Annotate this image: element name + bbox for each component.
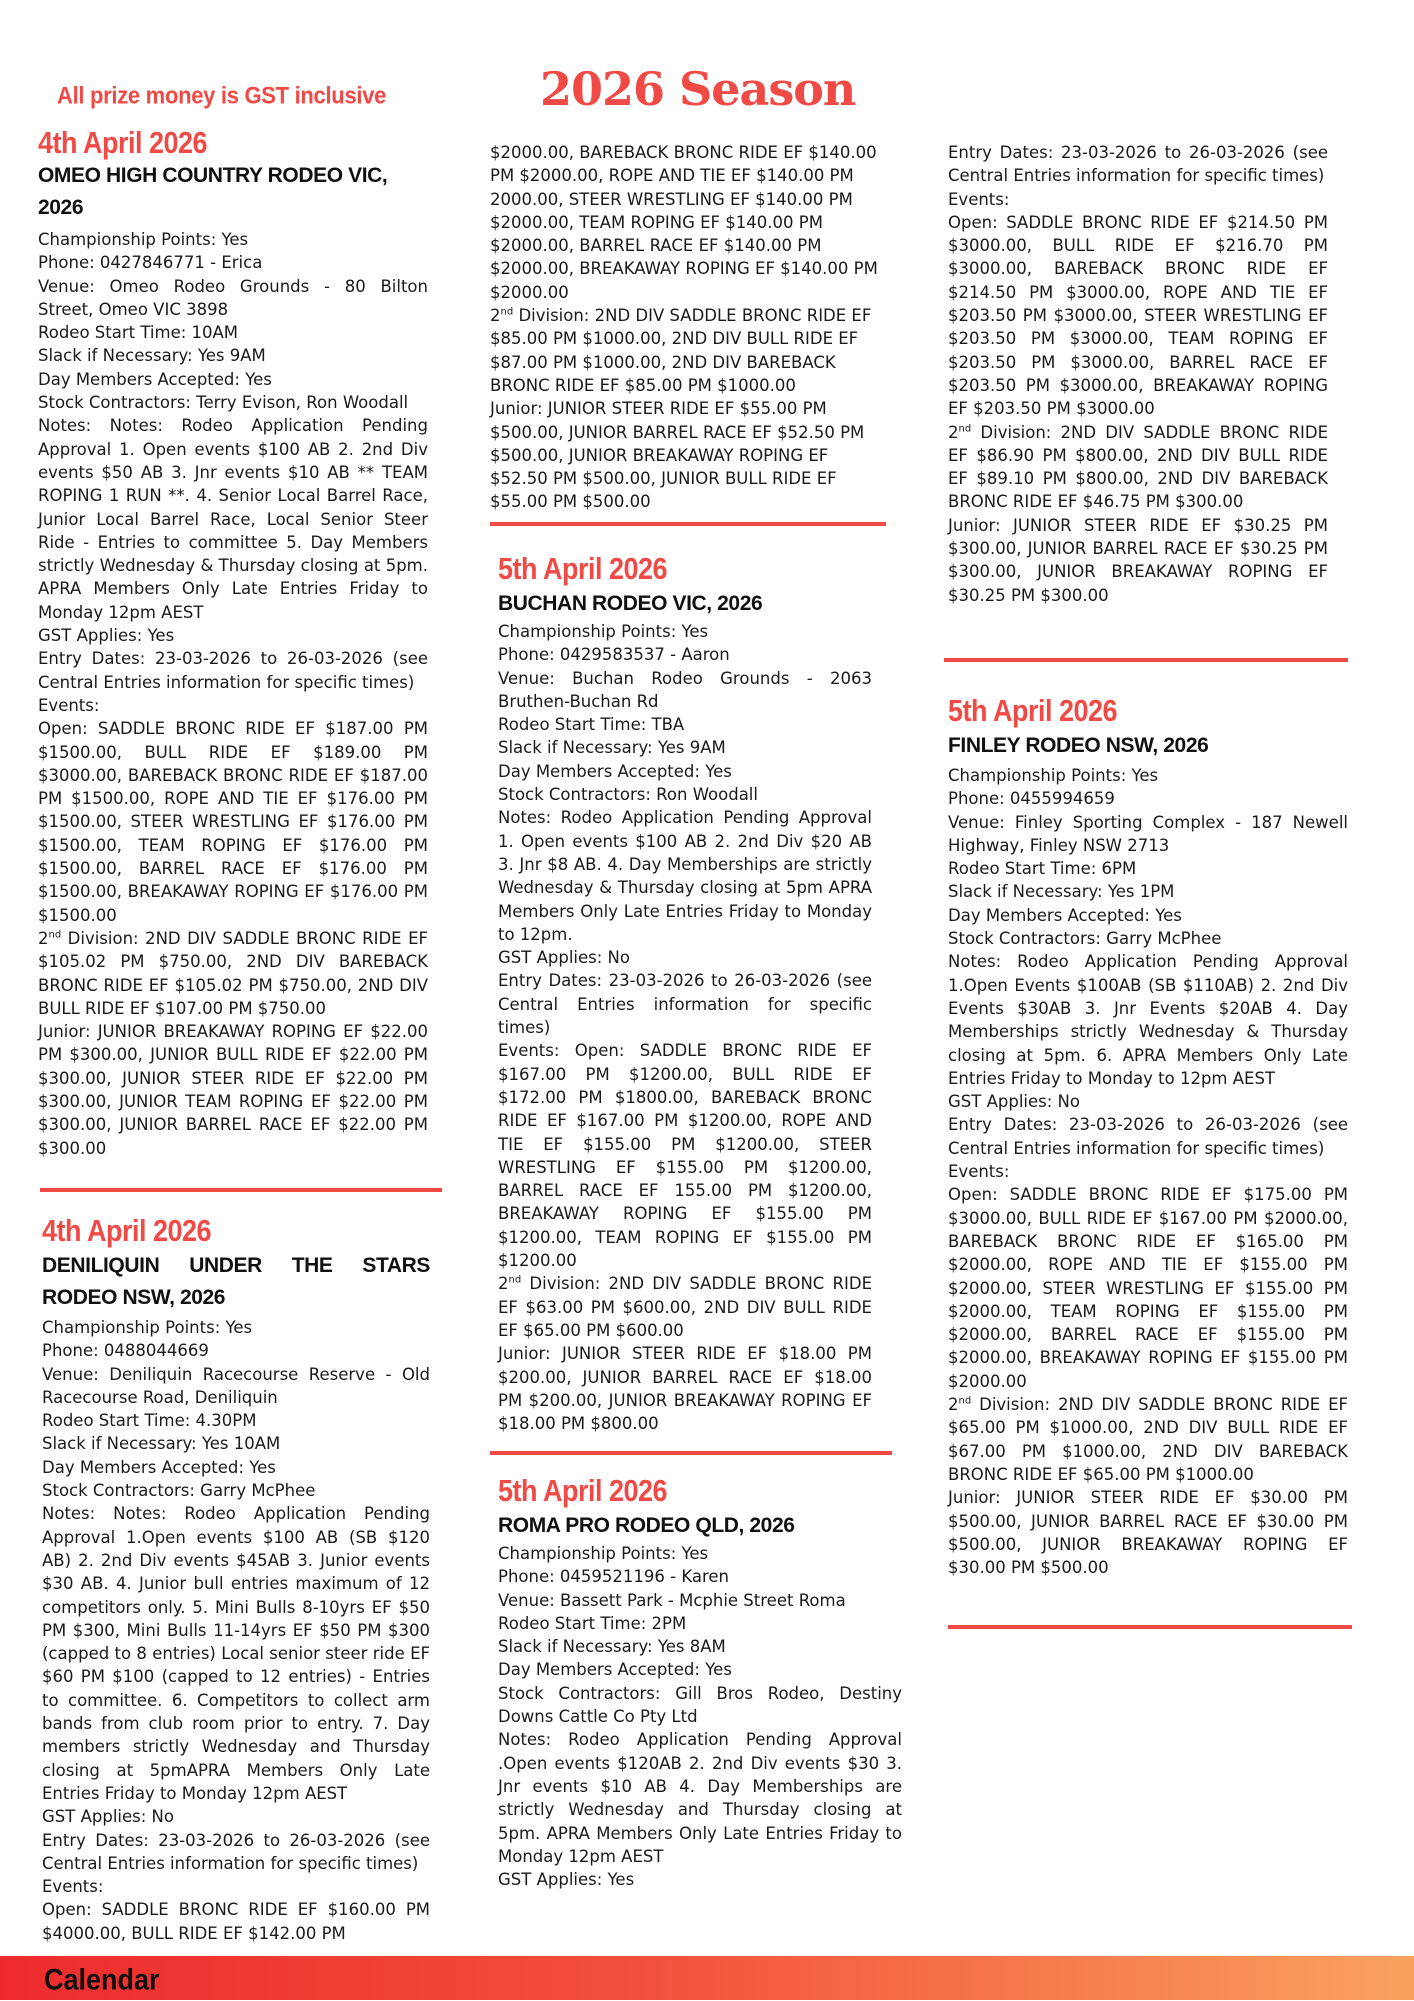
info-line: Stock Contractors: Garry McPhee [42,1481,316,1501]
rodeo-name: OMEO HIGH COUNTRY RODEO VIC, 2026 [38,164,388,219]
info-line: Rodeo Start Time: 6PM [948,859,1137,879]
events-label: Events: [42,1877,104,1897]
info-line: Championship Points: Yes [42,1318,253,1337]
info-line: Phone: 0459521196 - Karen [498,1567,730,1587]
events-label: Events: [948,189,1010,209]
junior-events: Junior: JUNIOR STEER RIDE EF $30.00 PM $500.00, JUNIOR BARREL RACE EF $30.00 PM $500.00, JUNIOR BREAKAWAY ROPING EF $30.00 PM $500.00 [948,1488,1348,1578]
info-line: Rodeo Start Time: TBA [498,715,685,735]
ordinal-suffix: nd [508,1274,522,1286]
omeo-rodeo-entry [38,124,428,1160]
event-date: 4th April 2026 [38,126,208,160]
info-line: Day Members Accepted: Yes [948,905,1182,925]
event-date: 5th April 2026 [498,552,668,586]
info-line: Venue: Finley Sporting Complex - 187 Newell Highway, Finley NSW 2713 [948,812,1348,855]
finley-rodeo-entry [948,692,1348,1579]
open-events: Open: SADDLE BRONC RIDE EF $175.00 PM $3000.00, BULL RIDE EF $167.00 PM $2000.00, BAREBACK BRONC RIDE EF $165.00 PM $2000.00, ROPE AND TIE EF $155.00 PM $2000.00, STEER WRESTLING EF $155.00 PM $2000.00, TEAM ROPING EF $155.00 PM $2000.00, BARREL RACE EF $155.00 PM $2000.00, BREAKAWAY ROPING EF $155.00 PM $2000.00 [948,1185,1348,1391]
info-line: Rodeo Start Time: 10AM [38,323,239,343]
info-line: Championship Points: Yes [498,1544,709,1563]
open-events: Open: SADDLE BRONC RIDE EF $187.00 PM $1500.00, BULL RIDE EF $189.00 PM $3000.00, BAREBACK BRONC RIDE EF $187.00 PM $1500.00, ROPE AND TIE EF $176.00 PM $1500.00, STEER WRESTLING EF $176.00 PM $1500.00, TEAM ROPING EF $176.00 PM $1500.00, BARREL RACE EF $176.00 PM $1500.00, BREAKAWAY ROPING EF $176.00 PM $1500.00 [38,719,428,925]
info-line: Day Members Accepted: Yes [38,369,272,389]
info-line: Slack if Necessary: Yes 10AM [42,1434,281,1454]
rodeo-name: DENILIQUIN UNDER THE STARS RODEO NSW, 2026 [42,1254,430,1309]
events-label: Events: [38,695,100,715]
info-line: Stock Contractors: Garry McPhee [948,929,1222,949]
second-division-events: 2nd Division: 2ND DIV SADDLE BRONC RIDE EF $105.02 PM $750.00, 2ND DIV BAREBACK BRONC RIDE EF $105.02 PM $750.00, 2ND DIV BULL RIDE EF $107.00 PM $750.00 [38,928,428,1018]
info-line: Stock Contractors: Terry Evison, Ron Woodall [38,393,409,413]
info-line: Phone: 0455994659 [948,789,1115,809]
ordinal-suffix: nd [958,1395,972,1407]
junior-events: Junior: JUNIOR STEER RIDE EF $55.00 PM $500.00, JUNIOR BARREL RACE EF $52.50 PM $500.00, JUNIOR BREAKAWAY ROPING EF $52.50 PM $500.00, JUNIOR BULL RIDE EF $55.00 PM $500.00 [490,399,865,512]
section-divider [490,1451,892,1455]
info-line: Stock Contractors: Ron Woodall [498,785,758,805]
notes: Notes: Rodeo Application Pending Approval 1. Open events $100 AB 2. 2nd Div $20 AB 3. Jnr $8 AB. 4. Day Memberships are strictly Wednesday & Thursday closing at 5pm APRA Members Only Late Entries Friday to Monday to 12pm. [498,808,872,944]
info-line: Slack if Necessary: Yes 8AM [498,1637,726,1657]
ordinal-suffix: nd [48,929,62,941]
open-events: Open: SADDLE BRONC RIDE EF $214.50 PM $3000.00, BULL RIDE EF $216.70 PM $3000.00, BAREBACK BRONC RIDE EF $214.50 PM $3000.00, ROPE AND TIE EF $203.50 PM $3000.00, STEER WRESTLING EF $203.50 PM $3000.00, TEAM ROPING EF $203.50 PM $3000.00, BARREL RACE EF $203.50 PM $3000.00, BREAKAWAY ROPING EF $203.50 PM $3000.00 [948,212,1328,419]
deniliquin-continued [490,141,885,514]
deniliquin-rodeo-entry [42,1212,430,1945]
info-line: Venue: Omeo Rodeo Grounds - 80 Bilton Street, Omeo VIC 3898 [38,276,428,319]
info-line: Phone: 0488044669 [42,1341,209,1361]
second-division-text: Division: 2ND DIV SADDLE BRONC RIDE EF $86.90 PM $800.00, 2ND DIV BULL RIDE EF $89.10 PM $800.00, 2ND DIV BAREBACK BRONC RIDE EF $46.75 PM $300.00 [948,422,1328,512]
section-divider [490,522,886,526]
info-line: Phone: 0427846771 - Erica [38,253,263,273]
info-line: Day Members Accepted: Yes [498,1660,732,1680]
entry-dates: Entry Dates: 23-03-2026 to 26-03-2026 (see Central Entries information for specific times) [948,143,1328,186]
second-division-text: Division: 2ND DIV SADDLE BRONC RIDE EF $85.00 PM $1000.00, 2ND DIV BULL RIDE EF $87.00 PM $1000.00, 2ND DIV BAREBACK BRONC RIDE EF $85.00 PM $1000.00 [490,306,872,395]
rodeo-name: BUCHAN RODEO VIC, 2026 [498,592,763,615]
info-line: Venue: Buchan Rodeo Grounds - 2063 Bruthen-Buchan Rd [498,668,872,711]
junior-events: Junior: JUNIOR BREAKAWAY ROPING EF $22.00 PM $300.00, JUNIOR BULL RIDE EF $22.00 PM $300.00, JUNIOR STEER RIDE EF $22.00 PM $300.00, JUNIOR TEAM ROPING EF $22.00 PM $300.00, JUNIOR BARREL RACE EF $22.00 PM $300.00 [38,1022,428,1158]
season-title: 2026 Season [540,62,856,116]
events-label: Events: [948,1162,1010,1182]
rodeo-name: ROMA PRO RODEO QLD, 2026 [498,1514,795,1537]
rodeo-name: FINLEY RODEO NSW, 2026 [948,734,1209,757]
ordinal-suffix: nd [958,423,972,435]
event-date: 5th April 2026 [498,1474,668,1508]
section-divider [948,1625,1352,1629]
info-line: GST Applies: No [42,1807,174,1827]
info-line: Slack if Necessary: Yes 9AM [38,346,266,366]
notes: Notes: Notes: Rodeo Application Pending Approval 1.Open events $100 AB (SB $120 AB) 2. 2nd Div events $45AB 3. Junior events $30 AB. 4. Junior bull entries maximum of 12 competitors only. 5. Mini Bulls 8-10yrs EF $50 PM $300, Mini Bulls 11-14yrs EF $50 PM $300 (capped to 8 entries) Local senior steer ride EF $60 PM $100 (capped to 12 entries) - Entries to committee. 6. Competitors to collect arm bands from club room prior to entry. 7. Day members strictly Wednesday and Thursday closing at 5pmAPRA Members Only Late Entries Friday to Monday 12pm AEST [42,1504,430,1803]
info-line: Day Members Accepted: Yes [498,761,732,781]
second-division-events: 2nd Division: 2ND DIV SADDLE BRONC RIDE EF $63.00 PM $600.00, 2ND DIV BULL RIDE EF $65.00 PM $600.00 [498,1274,872,1340]
info-line: Rodeo Start Time: 4.30PM [42,1411,257,1431]
open-events: Open: SADDLE BRONC RIDE EF $160.00 PM $4000.00, BULL RIDE EF $142.00 PM [42,1900,430,1943]
info-line: Slack if Necessary: Yes 9AM [498,738,726,758]
info-line: Championship Points: Yes [38,230,249,249]
event-date: 5th April 2026 [948,694,1118,728]
info-line: Slack if Necessary: Yes 1PM [948,882,1175,902]
second-division-events: 2nd Division: 2ND DIV SADDLE BRONC RIDE EF $65.00 PM $1000.00, 2ND DIV BULL RIDE EF $67.00 PM $1000.00, 2ND DIV BAREBACK BRONC RIDE EF $65.00 PM $1000.00 [948,1395,1349,1484]
info-line: Day Members Accepted: Yes [42,1457,276,1477]
info-line: GST Applies: No [498,948,630,968]
entry-dates: Entry Dates: 23-03-2026 to 26-03-2026 (see Central Entries information for specific times) [948,1115,1348,1158]
second-division-text: Division: 2ND DIV SADDLE BRONC RIDE EF $65.00 PM $1000.00, 2ND DIV BULL RIDE EF $67.00 PM $1000.00, 2ND DIV BAREBACK BRONC RIDE EF $65.00 PM $1000.00 [948,1395,1349,1484]
gst-note: All prize money is GST inclusive [57,82,387,109]
event-date: 4th April 2026 [42,1214,212,1248]
info-line: GST Applies: Yes [38,626,175,646]
roma-continued [948,141,1328,607]
notes: Notes: Notes: Rodeo Application Pending Approval 1. Open events $100 AB 2. 2nd Div events $50 AB 3. Jnr events $10 AB ** TEAM ROPING 1 RUN **. 4. Senior Local Barrel Race, Junior Local Barrel Race, Local Senior Steer Ride - Entries to committee 5. Day Members strictly Wednesday & Thursday closing at 5pm. APRA Members Only Late Entries Friday to Monday 12pm AEST [38,416,428,622]
notes: Notes: Rodeo Application Pending Approval .Open events $120AB 2. 2nd Div events $30 3. Jnr events $10 AB 4. Day Memberships are strictly Wednesday and Thursday closing at 5pm. APRA Members Only Late Entries Friday to Monday 12pm AEST [498,1730,902,1866]
info-line: Phone: 0429583537 - Aaron [498,645,730,665]
buchan-rodeo-entry [498,550,872,1435]
open-events: Events: Open: SADDLE BRONC RIDE EF $167.00 PM $1200.00, BULL RIDE EF $172.00 PM $1800.00, BAREBACK BRONC RIDE EF $167.00 PM $1200.00, ROPE AND TIE EF $155.00 PM $1200.00, STEER WRESTLING EF $155.00 PM $1200.00, BARREL RACE EF 155.00 PM $1200.00, BREAKAWAY ROPING EF $155.00 PM $1200.00, TEAM ROPING EF $155.00 PM $1200.00 [498,1041,872,1271]
roma-rodeo-entry [498,1472,902,1891]
second-division-text: Division: 2ND DIV SADDLE BRONC RIDE EF $63.00 PM $600.00, 2ND DIV BULL RIDE EF $65.00 PM $600.00 [498,1274,872,1340]
footer-bar [0,1956,1414,2000]
info-line: GST Applies: No [948,1092,1080,1112]
entry-dates: Entry Dates: 23-03-2026 to 26-03-2026 (see Central Entries information for specific times) [38,649,428,692]
second-division-events: 2nd Division: 2ND DIV SADDLE BRONC RIDE EF $86.90 PM $800.00, 2ND DIV BULL RIDE EF $89.10 PM $800.00, 2ND DIV BAREBACK BRONC RIDE EF $46.75 PM $300.00 [948,422,1328,512]
section-divider [944,658,1348,662]
notes: Notes: Rodeo Application Pending Approval 1.Open Events $100AB (SB $110AB) 2. 2nd Div Events $30AB 3. Jnr Events $20AB 4. Day Memberships strictly Wednesday & Thursday closing at 5pm. 6. APRA Members Only Late Entries Friday to Monday to 12pm AEST [948,952,1348,1088]
entry-dates: Entry Dates: 23-03-2026 to 26-03-2026 (see Central Entries information for specific times) [498,971,872,1038]
info-line: Championship Points: Yes [948,766,1159,785]
info-line: Venue: Bassett Park - Mcphie Street Roma [498,1590,846,1610]
footer-label: Calendar [44,1963,160,1996]
entry-dates: Entry Dates: 23-03-2026 to 26-03-2026 (see Central Entries information for specific times) [42,1830,430,1873]
info-line: Championship Points: Yes [498,622,709,641]
second-division-text: Division: 2ND DIV SADDLE BRONC RIDE EF $105.02 PM $750.00, 2ND DIV BAREBACK BRONC RIDE EF $105.02 PM $750.00, 2ND DIV BULL RIDE EF $107.00 PM $750.00 [38,928,428,1018]
ordinal-suffix: nd [500,306,514,318]
section-divider [40,1188,442,1192]
second-division-events: 2nd Division: 2ND DIV SADDLE BRONC RIDE EF $85.00 PM $1000.00, 2ND DIV BULL RIDE EF $87.00 PM $1000.00, 2ND DIV BAREBACK BRONC RIDE EF $85.00 PM $1000.00 [490,306,872,395]
info-line: Stock Contractors: Gill Bros Rodeo, Destiny Downs Cattle Co Pty Ltd [498,1683,902,1727]
info-line: Rodeo Start Time: 2PM [498,1613,687,1633]
info-line: GST Applies: Yes [498,1870,635,1890]
info-line: Venue: Deniliquin Racecourse Reserve - Old Racecourse Road, Deniliquin [42,1364,430,1407]
junior-events: Junior: JUNIOR STEER RIDE EF $18.00 PM $200.00, JUNIOR BARREL RACE EF $18.00 PM $200.00, JUNIOR BREAKAWAY ROPING EF $18.00 PM $800.00 [498,1344,872,1434]
open-events-continued: $2000.00, BAREBACK BRONC RIDE EF $140.00 PM $2000.00, ROPE AND TIE EF $140.00 PM 2000.00, STEER WRESTLING EF $140.00 PM $2000.00, TEAM ROPING EF $140.00 PM $2000.00, BARREL RACE EF $140.00 PM $2000.00, BREAKAWAY ROPING EF $140.00 PM $2000.00 [490,143,878,302]
junior-events: Junior: JUNIOR STEER RIDE EF $30.25 PM $300.00, JUNIOR BARREL RACE EF $30.25 PM $300.00, JUNIOR BREAKAWAY ROPING EF $30.25 PM $300.00 [948,515,1328,605]
